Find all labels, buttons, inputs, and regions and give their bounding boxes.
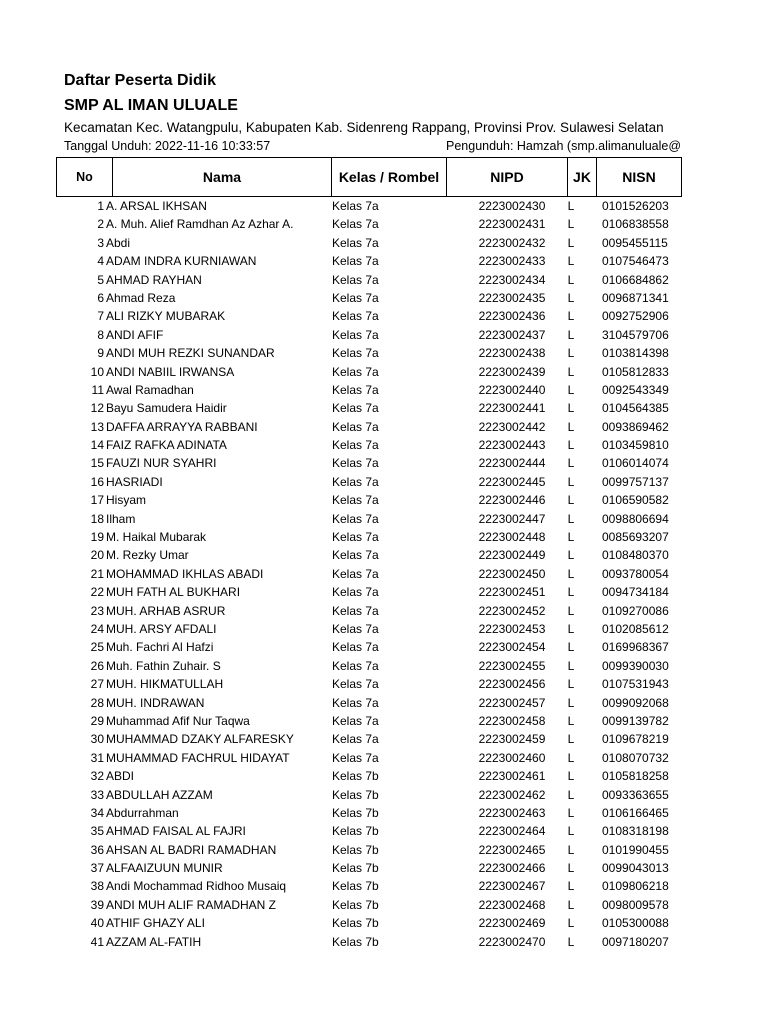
student-class: Kelas 7a xyxy=(332,695,379,710)
student-nisn: 0105818258 xyxy=(602,769,669,784)
student-class: Kelas 7a xyxy=(332,382,379,397)
student-name: Muhammad Afif Nur Taqwa xyxy=(106,713,250,728)
download-date: Tanggal Unduh: 2022-11-16 10:33:57 xyxy=(64,139,271,153)
student-name: ANDI NABIIL IRWANSA xyxy=(106,364,235,379)
student-class: Kelas 7a xyxy=(332,511,379,526)
student-nipd: 2223002441 xyxy=(478,401,546,416)
row-number: 36 xyxy=(90,842,104,857)
student-class: Kelas 7b xyxy=(332,769,379,784)
student-nisn: 0099092068 xyxy=(602,695,669,710)
row-number: 29 xyxy=(90,713,104,728)
student-nisn: 0096871341 xyxy=(602,290,669,305)
student-nisn: 0107531943 xyxy=(602,677,669,692)
student-nipd: 2223002469 xyxy=(478,916,546,931)
column-header-jk: JK xyxy=(568,158,597,197)
row-number: 35 xyxy=(90,824,104,839)
student-nipd: 2223002460 xyxy=(478,750,546,765)
row-number: 26 xyxy=(90,658,104,673)
student-nipd: 2223002440 xyxy=(478,382,546,397)
student-nisn: 0169968367 xyxy=(602,640,669,655)
student-nipd: 2223002439 xyxy=(478,364,546,379)
student-class: Kelas 7a xyxy=(332,217,379,232)
student-gender: L xyxy=(567,750,575,765)
student-gender: L xyxy=(567,769,575,784)
student-nisn: 3104579706 xyxy=(602,327,669,342)
student-class: Kelas 7a xyxy=(332,713,379,728)
student-gender: L xyxy=(567,805,575,820)
row-number: 22 xyxy=(90,585,104,600)
row-number: 8 xyxy=(97,327,104,342)
student-name: Ilham xyxy=(106,511,136,526)
student-class: Kelas 7a xyxy=(332,290,379,305)
student-nipd: 2223002461 xyxy=(478,769,546,784)
student-nisn: 0109270086 xyxy=(602,603,669,618)
student-nipd: 2223002470 xyxy=(478,934,546,949)
student-class: Kelas 7b xyxy=(332,824,379,839)
student-name: Bayu Samudera Haidir xyxy=(106,401,227,416)
row-number: 40 xyxy=(90,916,104,931)
student-nisn: 0101526203 xyxy=(602,199,669,213)
student-name: Andi Mochammad Ridhoo Musaiq xyxy=(106,879,287,894)
student-class: Kelas 7a xyxy=(332,364,379,379)
student-gender: L xyxy=(567,217,575,232)
student-name: A. ARSAL IKHSAN xyxy=(106,199,207,213)
student-name: ANDI MUH ALIF RAMADHAN Z xyxy=(106,897,277,912)
student-name: ATHIF GHAZY ALI xyxy=(106,916,205,931)
student-class: Kelas 7a xyxy=(332,419,379,434)
student-gender: L xyxy=(567,603,575,618)
student-nipd: 2223002454 xyxy=(478,640,546,655)
student-class: Kelas 7a xyxy=(332,732,379,747)
student-nisn: 0106838558 xyxy=(602,217,669,232)
student-nisn: 0099139782 xyxy=(602,713,669,728)
row-number: 12 xyxy=(90,401,104,416)
student-class: Kelas 7a xyxy=(332,658,379,673)
student-class: Kelas 7b xyxy=(332,842,379,857)
student-class: Kelas 7a xyxy=(332,346,379,361)
row-number: 10 xyxy=(90,364,104,379)
student-nipd: 2223002437 xyxy=(478,327,546,342)
row-number: 2 xyxy=(97,217,104,232)
student-nipd: 2223002443 xyxy=(478,438,546,453)
student-gender: L xyxy=(567,309,575,324)
student-class: Kelas 7b xyxy=(332,897,379,912)
student-name: M. Rezky Umar xyxy=(106,548,189,563)
student-name: MUH. ARSY AFDALI xyxy=(106,621,217,636)
student-nipd: 2223002448 xyxy=(478,530,546,545)
row-number: 37 xyxy=(90,861,104,876)
student-gender: L xyxy=(567,199,575,213)
row-number: 31 xyxy=(90,750,104,765)
student-nipd: 2223002438 xyxy=(478,346,546,361)
document-title: Daftar Peserta Didik xyxy=(64,72,217,89)
student-gender: L xyxy=(567,879,575,894)
student-gender: L xyxy=(567,419,575,434)
student-nipd: 2223002459 xyxy=(478,732,546,747)
row-number: 14 xyxy=(90,438,104,453)
column-header-no: No xyxy=(57,158,113,197)
row-number: 18 xyxy=(90,511,104,526)
student-name: Muh. Fathin Zuhair. S xyxy=(106,658,221,673)
student-name: Abdi xyxy=(106,235,131,250)
row-number: 11 xyxy=(91,382,104,397)
student-nisn: 0098806694 xyxy=(602,511,669,526)
student-class: Kelas 7a xyxy=(332,585,379,600)
student-name: ALFAAIZUUN MUNIR xyxy=(106,861,223,876)
row-number: 19 xyxy=(90,530,104,545)
student-nipd: 2223002457 xyxy=(478,695,546,710)
student-name: A. Muh. Alief Ramdhan Az Azhar A. xyxy=(106,217,294,232)
row-number: 34 xyxy=(90,805,104,820)
row-number: 13 xyxy=(90,419,104,434)
student-name: FAUZI NUR SYAHRI xyxy=(106,456,217,471)
student-gender: L xyxy=(567,695,575,710)
student-gender: L xyxy=(567,235,575,250)
student-nisn: 0101990455 xyxy=(602,842,669,857)
student-name: AHSAN AL BADRI RAMADHAN xyxy=(106,842,277,857)
row-number: 3 xyxy=(97,235,104,250)
student-gender: L xyxy=(567,897,575,912)
student-nipd: 2223002468 xyxy=(478,897,546,912)
student-name: AHMAD FAISAL AL FAJRI xyxy=(106,824,246,839)
student-nipd: 2223002442 xyxy=(478,419,546,434)
student-class: Kelas 7a xyxy=(332,199,379,213)
student-nisn: 0099390030 xyxy=(602,658,669,673)
student-class: Kelas 7a xyxy=(332,254,379,269)
student-gender: L xyxy=(567,713,575,728)
student-name: ABDULLAH AZZAM xyxy=(106,787,213,802)
student-class: Kelas 7b xyxy=(332,916,379,931)
student-nisn: 0103459810 xyxy=(602,438,669,453)
student-nipd: 2223002430 xyxy=(478,199,546,213)
student-gender: L xyxy=(567,842,575,857)
student-gender: L xyxy=(567,787,575,802)
student-name: MUH. HIKMATULLAH xyxy=(106,677,224,692)
student-gender: L xyxy=(567,438,575,453)
student-nipd: 2223002465 xyxy=(478,842,546,857)
row-number: 25 xyxy=(90,640,104,655)
location-line: Kecamatan Kec. Watangpulu, Kabupaten Kab. Sidenreng Rappang, Provinsi Prov. Sulawesi Selatan xyxy=(64,120,664,135)
row-number: 41 xyxy=(90,934,104,949)
student-name: AZZAM AL-FATIH xyxy=(106,934,202,949)
row-number: 20 xyxy=(90,548,104,563)
student-nisn: 0108070732 xyxy=(602,750,669,765)
student-gender: L xyxy=(567,346,575,361)
student-nipd: 2223002467 xyxy=(478,879,546,894)
student-name: MOHAMMAD IKHLAS ABADI xyxy=(106,566,264,581)
student-nipd: 2223002463 xyxy=(478,805,546,820)
student-name: Muh. Fachri Al Hafzi xyxy=(106,640,214,655)
student-gender: L xyxy=(567,493,575,508)
student-gender: L xyxy=(567,530,575,545)
student-nisn: 0097180207 xyxy=(602,934,669,949)
student-name: ADAM INDRA KURNIAWAN xyxy=(106,254,257,269)
row-number: 7 xyxy=(97,309,104,324)
student-nipd: 2223002451 xyxy=(478,585,546,600)
student-gender: L xyxy=(567,272,575,287)
student-gender: L xyxy=(567,732,575,747)
student-nisn: 0109678219 xyxy=(602,732,669,747)
student-nisn: 0106166465 xyxy=(602,805,669,820)
student-gender: L xyxy=(567,382,575,397)
student-nisn: 0094734184 xyxy=(602,585,669,600)
student-nisn: 0085693207 xyxy=(602,530,669,545)
student-class: Kelas 7a xyxy=(332,401,379,416)
row-number: 30 xyxy=(90,732,104,747)
student-gender: L xyxy=(567,640,575,655)
student-name: Ahmad Reza xyxy=(106,290,176,305)
student-nisn: 0102085612 xyxy=(602,621,669,636)
student-gender: L xyxy=(567,566,575,581)
student-name: Abdurrahman xyxy=(106,805,179,820)
student-gender: L xyxy=(567,861,575,876)
student-gender: L xyxy=(567,474,575,489)
student-class: Kelas 7b xyxy=(332,787,379,802)
row-number: 21 xyxy=(90,566,104,581)
student-gender: L xyxy=(567,364,575,379)
student-gender: L xyxy=(567,290,575,305)
row-number: 33 xyxy=(90,787,104,802)
student-gender: L xyxy=(567,548,575,563)
row-number: 1 xyxy=(97,199,104,213)
student-gender: L xyxy=(567,511,575,526)
student-class: Kelas 7a xyxy=(332,640,379,655)
student-nisn: 0092543349 xyxy=(602,382,669,397)
student-gender: L xyxy=(567,401,575,416)
student-name: FAIZ RAFKA ADINATA xyxy=(106,438,227,453)
student-name: Hisyam xyxy=(106,493,147,508)
row-number: 32 xyxy=(90,769,104,784)
row-number: 39 xyxy=(90,897,104,912)
student-nipd: 2223002432 xyxy=(478,235,546,250)
student-gender: L xyxy=(567,621,575,636)
student-nipd: 2223002464 xyxy=(478,824,546,839)
student-gender: L xyxy=(567,658,575,673)
student-nisn: 0098009578 xyxy=(602,897,669,912)
student-nisn: 0093780054 xyxy=(602,566,669,581)
student-nipd: 2223002458 xyxy=(478,713,546,728)
student-class: Kelas 7b xyxy=(332,879,379,894)
student-nisn: 0104564385 xyxy=(602,401,669,416)
student-class: Kelas 7a xyxy=(332,493,379,508)
row-number: 27 xyxy=(90,677,104,692)
student-gender: L xyxy=(567,585,575,600)
student-nipd: 2223002433 xyxy=(478,254,546,269)
student-name: M. Haikal Mubarak xyxy=(106,530,207,545)
student-name: ANDI AFIF xyxy=(106,327,164,342)
student-nisn: 0109806218 xyxy=(602,879,669,894)
student-nipd: 2223002449 xyxy=(478,548,546,563)
student-class: Kelas 7a xyxy=(332,677,379,692)
row-number: 15 xyxy=(90,456,104,471)
student-nisn: 0106684862 xyxy=(602,272,669,287)
row-number: 28 xyxy=(90,695,104,710)
student-class: Kelas 7a xyxy=(332,309,379,324)
student-nisn: 0099043013 xyxy=(602,861,669,876)
student-name: MUH. ARHAB ASRUR xyxy=(106,603,226,618)
student-gender: L xyxy=(567,327,575,342)
downloader: Pengunduh: Hamzah (smp.alimanuluale@ xyxy=(446,139,682,153)
student-nipd: 2223002452 xyxy=(478,603,546,618)
student-nipd: 2223002445 xyxy=(478,474,546,489)
row-number: 6 xyxy=(97,290,104,305)
student-nipd: 2223002453 xyxy=(478,621,546,636)
student-class: Kelas 7a xyxy=(332,750,379,765)
student-name: MUH FATH AL BUKHARI xyxy=(106,585,241,600)
student-gender: L xyxy=(567,934,575,949)
student-nisn: 0105300088 xyxy=(602,916,669,931)
student-nipd: 2223002455 xyxy=(478,658,546,673)
student-nisn: 0108480370 xyxy=(602,548,669,563)
row-number: 17 xyxy=(90,493,104,508)
column-header-nisn: NISN xyxy=(597,158,682,197)
student-name: Awal Ramadhan xyxy=(106,382,194,397)
student-nipd: 2223002456 xyxy=(478,677,546,692)
student-name: ANDI MUH REZKI SUNANDAR xyxy=(106,346,275,361)
student-nisn: 0105812833 xyxy=(602,364,669,379)
student-name: MUHAMMAD DZAKY ALFARESKY xyxy=(106,732,294,747)
row-number: 9 xyxy=(97,346,104,361)
student-gender: L xyxy=(567,677,575,692)
column-header-kelas: Kelas / Rombel xyxy=(332,158,447,197)
student-class: Kelas 7a xyxy=(332,235,379,250)
student-class: Kelas 7a xyxy=(332,548,379,563)
student-class: Kelas 7a xyxy=(332,603,379,618)
row-number: 4 xyxy=(97,254,104,269)
student-name: MUHAMMAD FACHRUL HIDAYAT xyxy=(106,750,290,765)
student-nipd: 2223002444 xyxy=(478,456,546,471)
student-nisn: 0108318198 xyxy=(602,824,669,839)
student-gender: L xyxy=(567,254,575,269)
student-nipd: 2223002431 xyxy=(478,217,546,232)
student-nisn: 0093869462 xyxy=(602,419,669,434)
student-nipd: 2223002434 xyxy=(478,272,546,287)
row-number: 24 xyxy=(90,621,104,636)
student-name: ABDI xyxy=(106,769,135,784)
student-name: ALI RIZKY MUBARAK xyxy=(106,309,226,324)
student-nipd: 2223002462 xyxy=(478,787,546,802)
student-nisn: 0103814398 xyxy=(602,346,669,361)
row-number: 16 xyxy=(90,474,104,489)
student-nisn: 0093363655 xyxy=(602,787,669,802)
student-class: Kelas 7b xyxy=(332,934,379,949)
student-nipd: 2223002450 xyxy=(478,566,546,581)
student-class: Kelas 7a xyxy=(332,456,379,471)
student-gender: L xyxy=(567,916,575,931)
school-name: SMP AL IMAN ULUALE xyxy=(64,97,238,114)
student-gender: L xyxy=(567,456,575,471)
student-gender: L xyxy=(567,824,575,839)
student-nisn: 0099757137 xyxy=(602,474,669,489)
student-nipd: 2223002446 xyxy=(478,493,546,508)
student-class: Kelas 7a xyxy=(332,621,379,636)
student-nisn: 0095455115 xyxy=(602,235,668,250)
student-nipd: 2223002447 xyxy=(478,511,546,526)
student-nisn: 0106014074 xyxy=(602,456,669,471)
row-number: 23 xyxy=(90,603,104,618)
student-name: AHMAD RAYHAN xyxy=(106,272,202,287)
student-nipd: 2223002466 xyxy=(478,861,546,876)
student-class: Kelas 7a xyxy=(332,438,379,453)
student-name: MUH. INDRAWAN xyxy=(106,695,205,710)
student-class: Kelas 7a xyxy=(332,566,379,581)
student-nisn: 0092752906 xyxy=(602,309,669,324)
student-class: Kelas 7a xyxy=(332,272,379,287)
student-class: Kelas 7b xyxy=(332,861,379,876)
student-nisn: 0107546473 xyxy=(602,254,669,269)
row-number: 38 xyxy=(90,879,104,894)
column-header-nipd: NIPD xyxy=(447,158,568,197)
student-class: Kelas 7b xyxy=(332,805,379,820)
student-class: Kelas 7a xyxy=(332,530,379,545)
table-header xyxy=(56,157,682,197)
column-header-nama: Nama xyxy=(113,158,332,197)
student-nipd: 2223002436 xyxy=(478,309,546,324)
student-class: Kelas 7a xyxy=(332,474,379,489)
student-nisn: 0106590582 xyxy=(602,493,669,508)
student-class: Kelas 7a xyxy=(332,327,379,342)
student-name: DAFFA ARRAYYA RABBANI xyxy=(106,419,258,434)
student-nipd: 2223002435 xyxy=(478,290,546,305)
student-name: HASRIADI xyxy=(106,474,163,489)
row-number: 5 xyxy=(97,272,104,287)
